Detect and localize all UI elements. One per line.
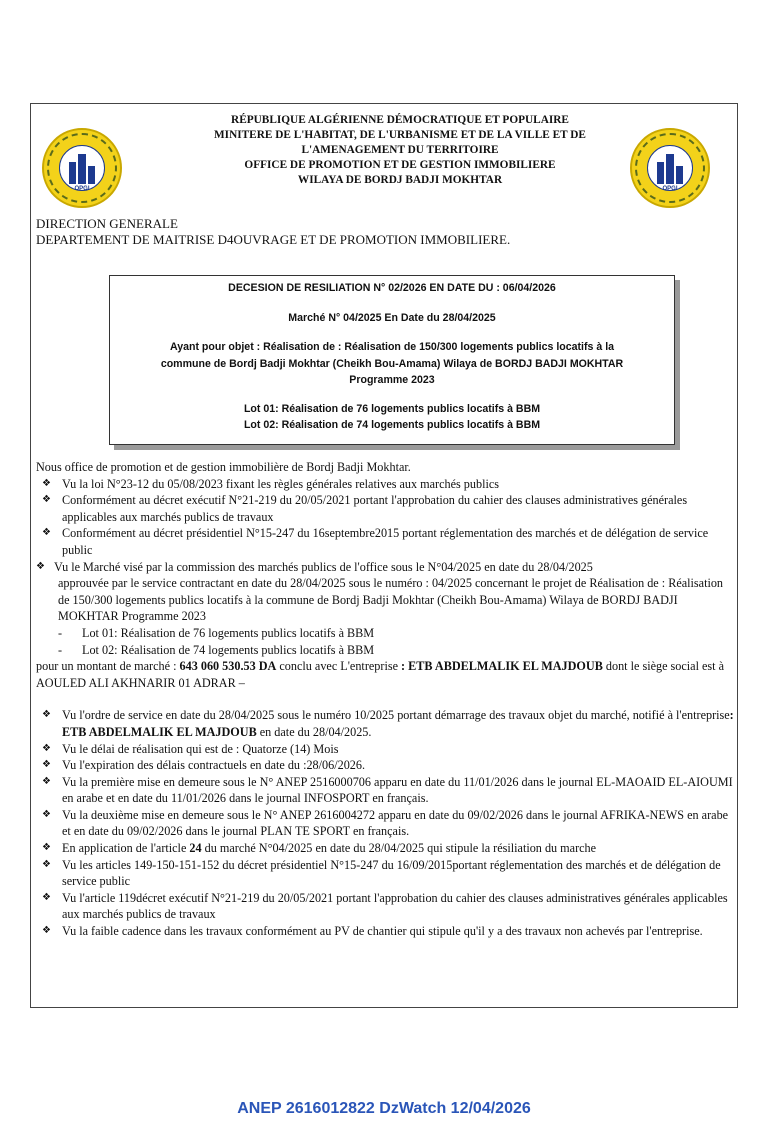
bullet-icon: ❖: [42, 494, 51, 506]
list-item: ❖ Vu les articles 149-150-151-152 du décret présidentiel N°15-247 du 16/09/2015portant réglementation des marchés et de délégation de service public: [42, 857, 721, 889]
bullet-icon: ❖: [42, 842, 51, 854]
lot-line: Lot 02: Réalisation de 74 logements publics locatifs à BBM: [243, 419, 541, 431]
list-item: ❖ Conformément au décret présidentiel N°15-247 du 16septembre2015 portant réglementation des marchés et de délégation de service public: [42, 526, 709, 557]
list-item: ❖ Vu l'expiration des délais contractuels en date du :28/06/2026.: [42, 758, 366, 773]
bullet-icon: ❖: [36, 560, 45, 572]
list-item: ❖ Vu le délai de réalisation qui est de : Quatorze (14) Mois: [42, 741, 339, 756]
bullet-icon: ❖: [42, 775, 51, 787]
bullet-icon: ❖: [42, 477, 51, 489]
letterhead-line: OFFICE DE PROMOTION ET DE GESTION IMMOBILIERE: [244, 159, 556, 171]
list-item: ❖ Vu la loi N°23-12 du 05/08/2023 fixant les règles générales relatives aux marchés publics: [42, 476, 500, 491]
decision-number: DECESION DE RESILIATION N° 02/2026 EN DATE DU : 06/04/2026: [228, 282, 556, 294]
department-line: DEPARTEMENT DE MAITRISE D4OUVRAGE ET DE PROMOTION IMMOBILIERE.: [36, 232, 511, 247]
decision-body: [36, 459, 736, 940]
list-item: ❖ Vu la première mise en demeure sous le N° ANEP 2516000706 apparu en date du 11/01/2026 dans le journal EL-MAOAID EL-AIOUMI en arabe et en date du 11/01/2026 dans le journal INFOSPORT en français.: [42, 774, 733, 806]
direction-block: [36, 216, 510, 248]
list-item: ❖ Vu l'article 119décret exécutif N°21-219 du 20/05/2021 portant l'approbation du cahier des clauses administratives générales applicables aux marchés publics de travaux: [42, 890, 728, 922]
objet-line: Programme 2023: [349, 374, 435, 386]
marche-reference: Marché N° 04/2025 En Date du 28/04/2025: [288, 311, 496, 324]
list-item: ❖ Conformément au décret exécutif N°21-219 du 20/05/2021 portant l'approbation du cahier des clauses administratives générales applicables aux marchés publics de travaux: [42, 493, 688, 524]
bullet-icon: ❖: [42, 527, 51, 539]
objet-line: Ayant pour objet : Réalisation de : Réalisation de 150/300 logements publics locatifs à la: [169, 341, 615, 353]
bullet-icon: ❖: [42, 709, 51, 721]
bullet-icon: ❖: [42, 925, 51, 937]
lot-item: - Lot 01: Réalisation de 76 logements publics locatifs à BBM: [58, 625, 375, 640]
bullet-icon: ❖: [42, 742, 51, 754]
list-item: ❖ Vu la deuxième mise en demeure sous le N° ANEP 2616004272 apparu en date du 09/02/2026 dans le journal AFRIKA-NEWS en arabe et en date du 09/02/2026 dans le journal PLAN TE SPORT en français.: [42, 807, 729, 839]
objet-line: commune de Bordj Badji Mokhtar (Cheikh Bou-Amama) Wilaya de BORDJ BADJI MOKHTAR: [160, 357, 624, 370]
list-item: ❖ Vu l'ordre de service en date du 28/04/2025 sous le numéro 10/2025 portant démarrage des travaux objet du marché, notifié à l'entreprise: ETB ABDELMALIK EL MAJDOUB en date du 28/04/2025.: [42, 708, 734, 739]
bullet-icon: ❖: [42, 759, 51, 771]
intro-text: Nous office de promotion et de gestion immobilière de Bordj Badji Mokhtar.: [36, 460, 411, 474]
montant-paragraph: pour un montant de marché : 643 060 530.53 DA conclu avec L'entreprise : ETB ABDELMALIK EL MAJDOUB dont le siège social est à AOULED ALI AKHNARIR 01 ADRAR –: [36, 659, 725, 690]
letterhead-line: L'AMENAGEMENT DU TERRITOIRE: [301, 144, 499, 156]
list-item: ❖ Vu la faible cadence dans les travaux conformément au PV de chantier qui stipule qu'il y a des travaux non achevés par l'entreprise.: [42, 924, 703, 939]
list-item: ❖ En application de l'article 24 du marché N°04/2025 en date du 28/04/2025 qui stipule la résiliation du marche: [42, 841, 597, 856]
bullet-icon: ❖: [42, 891, 51, 903]
bullet-icon: ❖: [42, 808, 51, 820]
decision-title-box: [109, 275, 675, 445]
opgi-logo-left: OPGI: [42, 128, 122, 208]
bullet-icon: ❖: [42, 858, 51, 870]
direction-line: DIRECTION GENERALE: [36, 216, 178, 231]
opgi-logo-right: OPGI: [630, 128, 710, 208]
letterhead-line: RÉPUBLIQUE ALGÉRIENNE DÉMOCRATIQUE ET POPULAIRE: [231, 114, 569, 126]
vise-continuation: approuvée par le service contractant en date du 28/04/2025 sous le numéro : 04/2025 concernant le projet de Réalisation de : Réalisation de 150/300 logements publics locatifs à la commune de Bordj Badji Mokhtar (Cheikh Bou-Amama) Wilaya de BORDJ BADJI MOKHTAR Programme 2023: [58, 576, 724, 624]
letterhead-line: MINITERE DE L'HABITAT, DE L'URBANISME ET DE LA VILLE ET DE: [214, 129, 586, 141]
anep-footer: ANEP 2616012822 DzWatch 12/04/2026: [237, 1100, 531, 1117]
entreprise-name: : ETB ABDELMALIK EL MAJDOUB: [401, 659, 603, 674]
letterhead-line: WILAYA DE BORDJ BADJI MOKHTAR: [297, 174, 503, 186]
letterhead: [170, 113, 630, 188]
lot-line: Lot 01: Réalisation de 76 logements publics locatifs à BBM: [243, 402, 541, 415]
list-item-vise: ❖ Vu le Marché visé par la commission des marchés publics de l'office sous le N°04/2025 en date du 28/04/2025: [36, 559, 593, 574]
lot-item: - Lot 02: Réalisation de 74 logements publics locatifs à BBM: [58, 642, 375, 657]
montant-value: 643 060 530.53 DA: [179, 659, 277, 674]
